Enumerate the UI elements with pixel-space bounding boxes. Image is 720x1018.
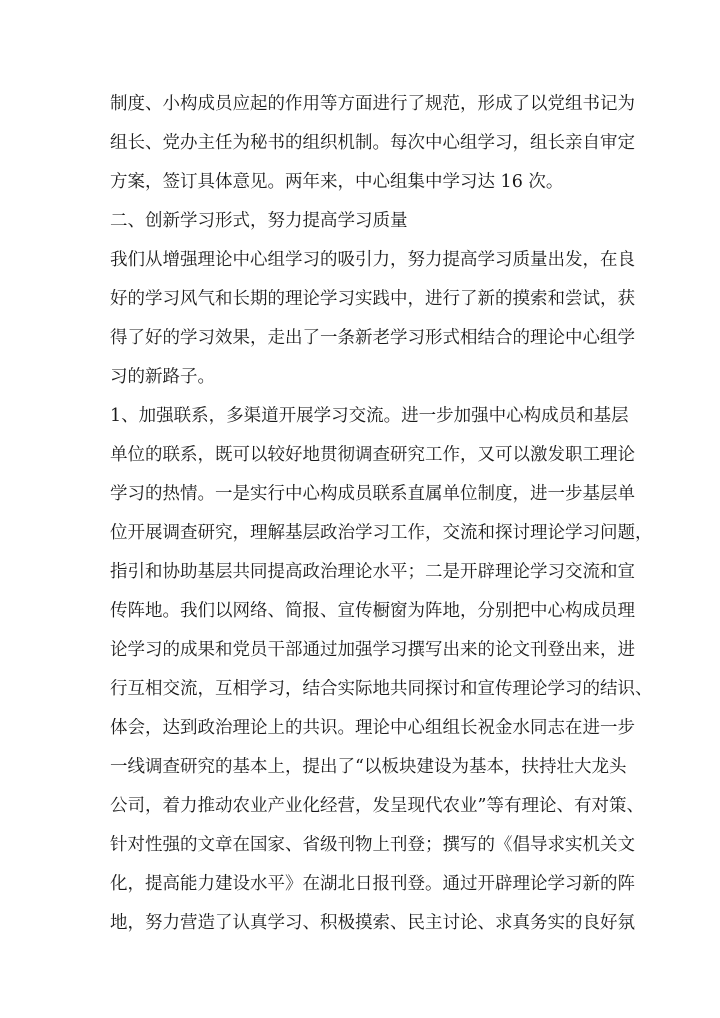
paragraph-line: 制度、小构成员应起的作用等方面进行了规范，形成了以党组书记为 <box>110 94 635 114</box>
paragraph-line: 我们从增强理论中心组学习的吸引力，努力提高学习质量出发，在良 <box>110 250 635 270</box>
paragraph-line: 行互相交流，互相学习，结合实际地共同探讨和宣传理论学习的结识、 <box>110 679 653 699</box>
paragraph-line: 位开展调查研究，理解基层政治学习工作，交流和探讨理论学习问题， <box>110 523 653 543</box>
paragraph-line: 得了好的学习效果，走出了一条新老学习形式相结合的理论中心组学 <box>110 328 635 348</box>
paragraph-line: 好的学习风气和长期的理论学习实践中，进行了新的摸索和尝试，获 <box>110 289 635 309</box>
paragraph-line: 体会，达到政治理论上的共识。理论中心组组长祝金水同志在进一步 <box>110 718 635 738</box>
paragraph-line: 方案，签订具体意见。两年来，中心组集中学习达 16 次。 <box>110 172 564 192</box>
paragraph-line: 化，提高能力建设水平》在湖北日报刊登。通过开辟理论学习新的阵 <box>110 874 635 894</box>
paragraph-line: 公司，着力推动农业产业化经营，发呈现代农业”等有理论、有对策、 <box>110 796 644 816</box>
paragraph-line: 针对性强的文章在国家、省级刊物上刊登；撰写的《倡导求实机关文 <box>110 835 635 855</box>
paragraph-line: 指引和协助基层共同提高政治理论水平；二是开辟理论学习交流和宣 <box>110 562 635 582</box>
paragraph-line: 组长、党办主任为秘书的组织机制。每次中心组学习，组长亲自审定 <box>110 133 635 153</box>
paragraph-line: 1、加强联系，多渠道开展学习交流。进一步加强中心构成员和基层 <box>110 406 629 426</box>
paragraph-line: 习的新路子。 <box>110 367 215 387</box>
paragraph-line: 一线调查研究的基本上，提出了“以板块建设为基本，扶持壮大龙头 <box>110 757 627 777</box>
paragraph-line: 学习的热情。一是实行中心构成员联系直属单位制度，进一步基层单 <box>110 484 635 504</box>
paragraph-line: 单位的联系，既可以较好地贯彻调查研究工作，又可以激发职工理论 <box>110 445 635 465</box>
paragraph-line: 论学习的成果和党员干部通过加强学习撰写出来的论文刊登出来，进 <box>110 640 635 660</box>
section-heading: 二、创新学习形式，努力提高学习质量 <box>110 211 408 231</box>
paragraph-line: 传阵地。我们以网络、简报、宣传橱窗为阵地，分别把中心构成员理 <box>110 601 635 621</box>
paragraph-line: 地，努力营造了认真学习、积极摸索、民主讨论、求真务实的良好氛 <box>110 913 635 933</box>
